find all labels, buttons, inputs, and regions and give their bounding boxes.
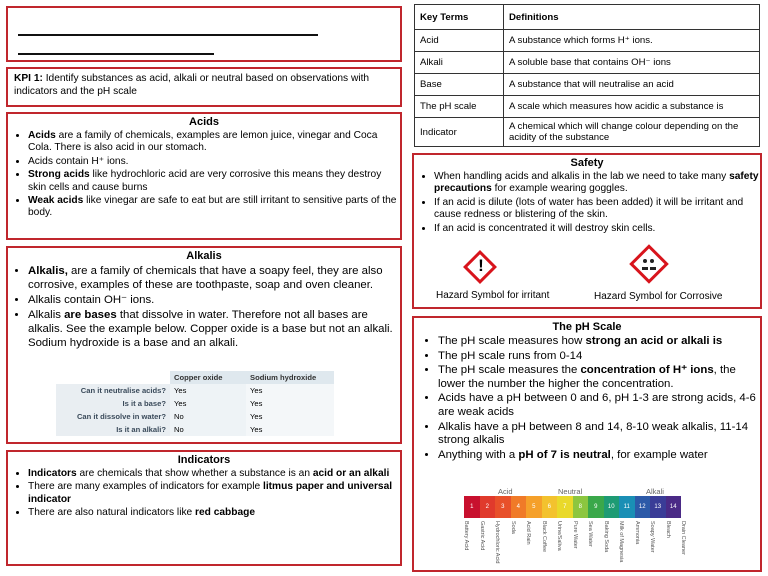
list-item: • If an acid is concentrated it will destroy skin cells. (434, 223, 760, 235)
ph-cell-6: 6 (542, 496, 558, 518)
ph-examples (464, 519, 697, 565)
ph-cell-7: 7 (557, 496, 573, 518)
table-header: Copper oxide (170, 371, 246, 384)
table-header: Key Terms (415, 5, 504, 30)
table-row: Acid A substance which forms H⁺ ions. (415, 30, 760, 52)
list-item: • Alkalis, are a family of chemicals that have a soapy feel, they are also corrosive, examples of these are toothpaste, soap and oven cleaner. (28, 264, 400, 292)
irritant-caption: Hazard Symbol for irritant (436, 290, 550, 301)
ph-example-label: Pure Water (571, 521, 578, 549)
ph-example-label: Ammonia (633, 521, 640, 545)
ph-cell-9: 9 (588, 496, 604, 518)
table-header: Sodium hydroxide (246, 371, 334, 384)
table-row: Is it a base? Yes Yes (56, 397, 334, 410)
table-header: Definitions (504, 5, 760, 30)
list-item: • Acids are a family of chemicals, examples are lemon juice, vinegar and Coca Cola. There is also acid in our stomach. (28, 130, 400, 155)
ph-example-label: Bleach (664, 521, 671, 538)
ph-cell-8: 8 (573, 496, 589, 518)
list-item: • Indicators are chemicals that show whether a substance is an acid or an alkali (28, 468, 400, 480)
table-row: Indicator A chemical which will change colour depending on the acidity of the substance (415, 118, 760, 147)
list-item: • There are many examples of indicators for example litmus paper and universal indicator (28, 481, 400, 506)
ph-example-label: Drain Cleaner (680, 521, 686, 555)
corrosive-caption: Hazard Symbol for Corrosive (594, 291, 723, 302)
kpi-box (6, 67, 402, 107)
table-row: Is it an alkali? No Yes (56, 423, 334, 436)
ph-cell-2: 2 (480, 496, 496, 518)
table-row: Can it dissolve in water? No Yes (56, 410, 334, 423)
ph-cell-10: 10 (604, 496, 620, 518)
ph-cell-4: 4 (511, 496, 527, 518)
key-terms-table (414, 4, 760, 147)
ph-example-label: Battery Acid (463, 521, 469, 551)
ph-neutral-label: Neutral (558, 487, 583, 496)
kpi-text: Identify substances as acid, alkali or neutral based on observations with indicators and the pH scale (14, 73, 370, 97)
ph-color-bar (464, 496, 681, 518)
ph-cell-11: 11 (619, 496, 635, 518)
list-item: • Alkalis contain OH⁻ ions. (28, 293, 400, 307)
ph-example-label: Urine/Saliva (556, 521, 562, 551)
indicators-title: Indicators (177, 454, 231, 466)
ph-example-label: Black Coffee (540, 521, 547, 553)
safety-title: Safety (570, 157, 604, 169)
kpi-label: KPI 1: (14, 73, 43, 84)
name-box (6, 6, 402, 62)
ph-example-label: Baking Soda (602, 521, 609, 553)
list-item: • Acids have a pH between 0 and 6, pH 1-3 are strong acids, 4-6 are weak acids (438, 392, 760, 419)
ph-cell-12: 12 (635, 496, 651, 518)
table-row: Base A substance that will neutralise an acid (415, 74, 760, 96)
acids-box (6, 112, 402, 240)
table-row: Alkali A soluble base that contains OH⁻ ions (415, 52, 760, 74)
table-row: The pH scale A scale which measures how acidic a substance is (415, 96, 760, 118)
alkalis-title: Alkalis (186, 250, 222, 262)
ph-example-label: Milk of Magnesia (618, 521, 624, 563)
ph-scale-title: The pH Scale (552, 321, 622, 333)
list-item: • There are also natural indicators like red cabbage (28, 507, 400, 519)
ph-cell-1: 1 (464, 496, 480, 518)
ph-cell-13: 13 (650, 496, 666, 518)
ph-acid-label: Acid (498, 487, 513, 496)
list-item: • The pH scale measures the concentration of H⁺ ions, the lower the number the higher the concentration. (438, 364, 760, 391)
indicators-box (6, 450, 402, 566)
name-line[interactable] (18, 34, 318, 36)
list-item: • Anything with a pH of 7 is neutral, for example water (438, 449, 760, 463)
date-line[interactable] (18, 53, 214, 55)
list-item: • Acids contain H⁺ ions. (28, 156, 400, 168)
ph-example-label: Gastric Acid (478, 521, 485, 551)
corrosion-drops-icon (640, 255, 658, 273)
list-item: • The pH scale measures how strong an acid or alkali is (438, 335, 760, 349)
ph-example-label: Soapy Water (649, 521, 655, 553)
list-item: • Strong acids like hydrochloric acid are very corrosive this means they destroy skin cells and cause burns (28, 169, 400, 194)
list-item: • If an acid is dilute (lots of water has been added) it will be irritant and cause redness or blistering of the skin. (434, 197, 760, 222)
ph-example-label: Soda (509, 521, 516, 534)
list-item: • Alkalis have a pH between 8 and 14, 8-10 weak alkalis, 11-14 strong alkalis (438, 421, 760, 448)
list-item: • Alkalis are bases that dissolve in water. Therefore not all bases are alkalis. See the example below. Copper oxide is a base but not an alkali. Sodium hydroxide is a base and an alkali. (28, 308, 400, 350)
table-row: Can it neutralise acids? Yes Yes (56, 384, 334, 397)
list-item: • The pH scale runs from 0-14 (438, 350, 760, 364)
ph-example-label: Sea Water (587, 521, 593, 547)
ph-cell-14: 14 (666, 496, 682, 518)
ph-alkali-label: Alkali (646, 487, 664, 496)
safety-box (412, 153, 762, 309)
list-item: • When handling acids and alkalis in the lab we need to take many safety precautions for example wearing goggles. (434, 171, 760, 196)
ph-cell-3: 3 (495, 496, 511, 518)
ph-cell-5: 5 (526, 496, 542, 518)
exclamation-icon: ! (478, 256, 484, 275)
ph-example-label: Hydrochloric Acid (494, 521, 500, 564)
acids-title: Acids (189, 116, 219, 128)
ph-example-label: Acid Rain (525, 521, 531, 545)
list-item: • Weak acids like vinegar are safe to eat but are still irritant to sensitive parts of the body. (28, 195, 400, 220)
base-comparison-table (56, 371, 334, 436)
